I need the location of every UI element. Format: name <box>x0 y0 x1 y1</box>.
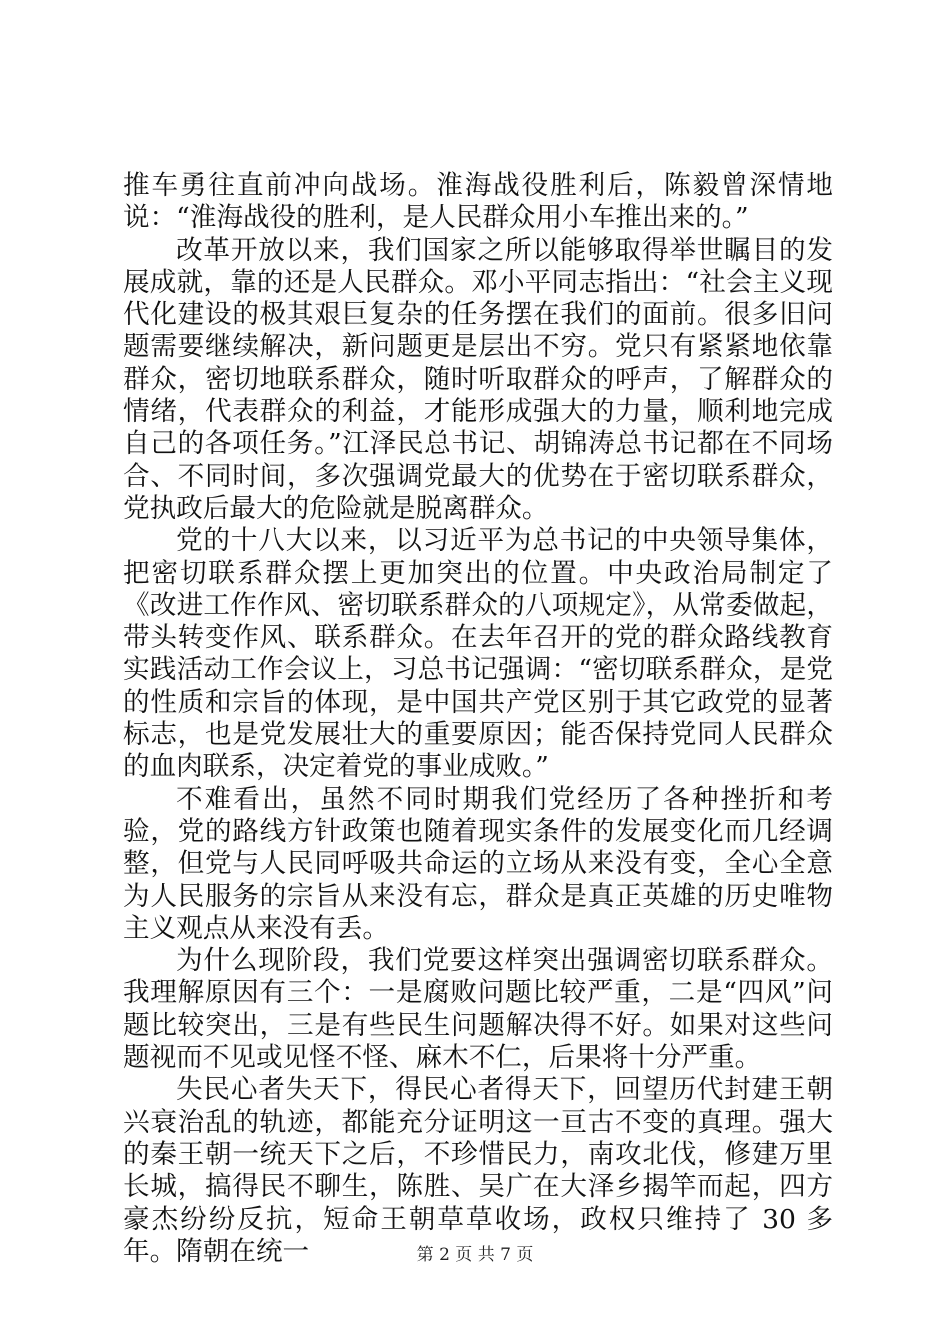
paragraph-6: 失民心者失天下，得民心者得天下，回望历代封建王朝兴衰治乱的轨迹，都能充分证明这一亘古不变的真理。强大的秦王朝一统天下之后，不珍惜民力，南攻北伐，修建万里长城，搞得民不聊生，陈胜、吴广在大泽乡揭竿而起，四方豪杰纷纷反抗，短命王朝草草收场，政权只维持了 30 多年。隋朝在统一 <box>123 1074 833 1267</box>
paragraph-3: 党的十八大以来，以习近平为总书记的中央领导集体，把密切联系群众摆上更加突出的位置。中央政治局制定了《改进工作作风、密切联系群众的八项规定》，从常委做起，带头转变作风、联系群众。在去年召开的党的群众路线教育实践活动工作会议上，习总书记强调：“密切联系群众，是党的性质和宗旨的体现，是中国共产党区别于其它政党的显著标志，也是党发展壮大的重要原因；能否保持党同人民群众的血肉联系，决定着党的事业成败。” <box>123 525 833 783</box>
paragraph-5: 为什么现阶段，我们党要这样突出强调密切联系群众。我理解原因有三个：一是腐败问题比较严重，二是“四风”问题比较突出，三是有些民生问题解决得不好。如果对这些问题视而不见或见怪不怪、麻木不仁，后果将十分严重。 <box>123 945 833 1074</box>
paragraph-4: 不难看出，虽然不同时期我们党经历了各种挫折和考验，党的路线方针政策也随着现实条件的发展变化而几经调整，但党与人民同呼吸共命运的立场从来没有变，全心全意为人民服务的宗旨从来没有忘，群众是真正英雄的历史唯物主义观点从来没有丢。 <box>123 783 833 944</box>
page-number-footer: 第 2 页 共 7 页 <box>416 1245 534 1265</box>
document-body <box>123 170 833 1268</box>
paragraph-2: 改革开放以来，我们国家之所以能够取得举世瞩目的发展成就，靠的还是人民群众。邓小平同志指出：“社会主义现代化建设的极其艰巨复杂的任务摆在我们的面前。很多旧问题需要继续解决，新问题更是层出不穷。党只有紧紧地依靠群众，密切地联系群众，随时听取群众的呼声，了解群众的情绪，代表群众的利益，才能形成强大的力量，顺利地完成自己的各项任务。”江泽民总书记、胡锦涛总书记都在不同场合、不同时间，多次强调党最大的优势在于密切联系群众，党执政后最大的危险就是脱离群众。 <box>123 234 833 524</box>
paragraph-1: 推车勇往直前冲向战场。淮海战役胜利后，陈毅曾深情地说：“淮海战役的胜利，是人民群众用小车推出来的。” <box>123 170 833 234</box>
